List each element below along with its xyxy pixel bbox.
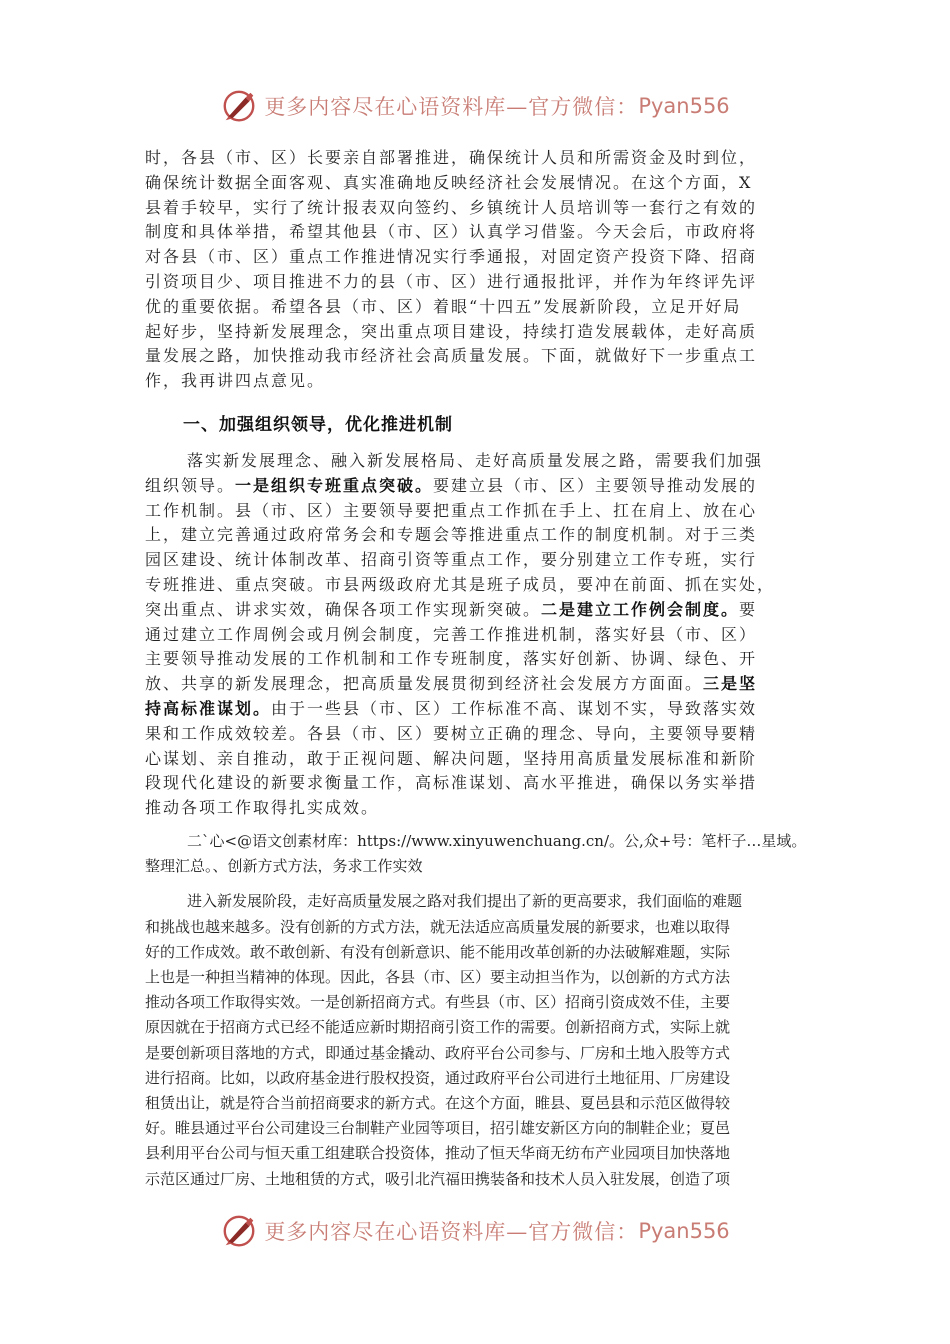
text-line: 县着手较早，实行了统计报表双向签约、乡镇统计人员培训等一套行之有效的	[145, 197, 758, 217]
text-line: 对各县（市、区）重点工作推进情况实行季通报，对固定资产投资下降、招商	[145, 247, 758, 267]
text-line: 上也是一种担当精神的体现。因此，各县（市、区）要主动担当作为，以创新的方式方法	[145, 967, 731, 986]
paragraph-2	[145, 449, 815, 821]
text-line: 和挑战也越来越多。没有创新的方式方法，就无法适应高质量发展的新要求，也难以取得	[145, 917, 731, 936]
text-line: 确保统计数据全面客观、真实准确地反映经济社会发展情况。在这个方面，X	[145, 172, 753, 192]
banner-wechat-id: Pyan556	[638, 94, 730, 118]
text-line: 突出重点、讲求实效，确保各项工作实现新突破。二是建立工作例会制度。要	[145, 599, 758, 619]
text-line: 进行招商。比如，以政府基金进行股权投资，通过政府平台公司进行土地征用、厂房建设	[145, 1068, 731, 1087]
text-line: 优的重要依据。希望各县（市、区）着眼“十四五”发展新阶段，立足开好局	[145, 296, 742, 316]
text-line: 作，我再讲四点意见。	[145, 371, 326, 391]
text-line: 县利用平台公司与恒天重工组建联合投资体，推动了恒天华商无纺布产业园项目加快落地	[145, 1144, 731, 1163]
text-line: 量发展之路，加快推动我市经济社会高质量发展。下面，就做好下一步重点工	[145, 346, 758, 366]
top-banner	[0, 84, 950, 128]
text-line: 推动各项工作取得实效。一是创新招商方式。有些县（市、区）招商引资成效不佳，主要	[145, 993, 731, 1012]
text-line: 推动各项工作取得扎实成效。	[145, 798, 380, 818]
text-line: 整理汇总。、创新方式方法，务求工作实效	[145, 857, 423, 876]
text-line: 段现代化建设的新要求衡量工作，高标准谋划、高水平推进，确保以务实举措	[145, 773, 758, 793]
text-line: 果和工作成效较差。各县（市、区）要树立正确的理念、导向，主要领导要精	[145, 723, 758, 743]
section-heading: 一、加强组织领导，优化推进机制	[183, 414, 453, 435]
text-line: 时，各县（市、区）长要亲自部署推进，确保统计人员和所需资金及时到位，	[145, 148, 758, 167]
text-line: 主要领导推动发展的工作机制和工作专班制度，落实好创新、协调、绿色、开	[145, 649, 758, 669]
document-body	[145, 146, 815, 1192]
paragraph-1	[145, 146, 815, 394]
text-line: 原因就在于招商方式已经不能适应新时期招商引资工作的需要。创新招商方式，实际上就	[145, 1018, 731, 1037]
text-line: 进入新发展阶段，走好高质量发展之路对我们提出了新的更高要求，我们面临的难题	[187, 892, 743, 911]
text-line: 持高标准谋划。由于一些县（市、区）工作标准不高、谋划不实，导致落实效	[145, 698, 758, 718]
text-line: 专班推进、重点突破。市县两级政府尤其是班子成员，要冲在前面、抓在实处，	[145, 574, 776, 594]
text-line: 落实新发展理念、融入新发展格局、走好高质量发展之路，需要我们加强	[187, 450, 764, 470]
text-line: 放、共享的新发展理念，把高质量发展贯彻到经济社会发展方方面面。三是坚	[145, 674, 758, 694]
text-line: 园区建设、统计体制改革、招商引资等重点工作，要分别建立工作专班，实行	[145, 550, 758, 570]
bold-point-3b: 持高标准谋划。	[145, 698, 272, 718]
text-line: 二`心<@语文创素材库：https://www.xinyuwenchuang.cn/。公,众+号：笔杆子…星域。	[187, 831, 807, 850]
text-line: 组织领导。一是组织专班重点突破。要建立县（市、区）主要领导推动发展的	[145, 475, 758, 495]
bold-point-3a: 三是坚	[703, 674, 758, 694]
pen-logo-icon	[220, 1212, 258, 1250]
text-line: 引资项目少、项目推进不力的县（市、区）进行通报批评，并作为年终评先评	[145, 271, 758, 291]
text-line: 通过建立工作周例会或月例会制度，完善工作推进机制，落实好县（市、区）	[145, 624, 758, 644]
bold-point-2: 二是建立工作例会制度。	[541, 599, 740, 619]
text-line: 好的工作成效。敢不敢创新、有没有创新意识、能不能用改革创新的办法破解难题，实际	[145, 942, 731, 961]
text-line: 心谋划、亲自推动，敢于正视问题、解决问题，坚持用高质量发展标准和新阶	[145, 748, 758, 768]
text-line: 上，建立完善通过政府常务会和专题会等推进重点工作的制度机制。对于三类	[145, 525, 758, 545]
text-line: 租赁出让，就是符合当前招商要求的新方式。在这个方面，睢县、夏邑县和示范区做得较	[145, 1093, 731, 1112]
text-line: 制度和具体举措，希望其他县（市、区）认真学习借鉴。今天会后，市政府将	[145, 222, 758, 242]
banner-text: 更多内容尽在心语资料库—官方微信：	[264, 95, 639, 119]
text-line: 是要创新项目落地的方式，即通过基金撬动、政府平台公司参与、厂房和土地入股等方式	[145, 1043, 731, 1062]
banner-text: 更多内容尽在心语资料库—官方微信：	[264, 1220, 639, 1244]
text-line: 工作机制。县（市、区）主要领导要把重点工作抓在手上、扛在肩上、放在心	[145, 500, 758, 520]
bold-point-1: 一是组织专班重点突破。	[235, 475, 434, 495]
paragraph-3	[145, 889, 815, 1191]
pen-logo-icon	[220, 87, 258, 125]
text-line: 好。睢县通过平台公司建设三台制鞋产业园等项目，招引雄安新区方向的制鞋企业；夏邑	[145, 1119, 731, 1138]
text-line: 起好步，坚持新发展理念，突出重点项目建设，持续打造发展载体，走好高质	[145, 321, 758, 341]
source-note	[145, 829, 815, 879]
banner-wechat-id: Pyan556	[638, 1219, 730, 1243]
text-line: 示范区通过厂房、土地租赁的方式，吸引北汽福田携装备和技术人员入驻发展，创造了项	[145, 1169, 731, 1188]
bottom-banner	[0, 1209, 950, 1253]
